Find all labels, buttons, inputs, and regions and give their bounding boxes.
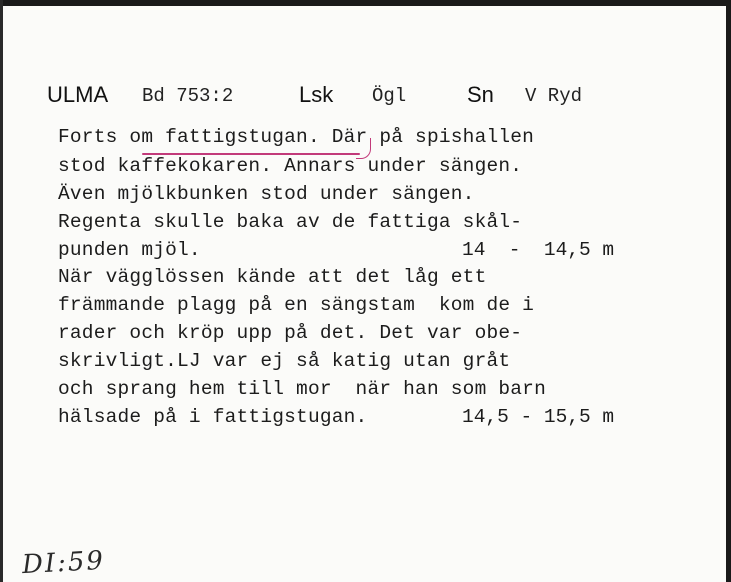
body-line: stod kaffekokaren. Annars under sängen. [58, 155, 523, 177]
body-line: Forts om fattigstugan. Där på spishallen [58, 126, 535, 148]
province-code: Lsk [299, 82, 334, 107]
parish-name: V Ryd [525, 85, 583, 107]
body-line: Även mjölkbunken stod under sängen. [58, 183, 475, 205]
recording-measure: 14 - 14,5 m [462, 239, 615, 261]
body-line: rader och kröp upp på det. Det var obe- [58, 322, 523, 344]
body-line: skrivligt.LJ var ej så katig utan gråt [58, 350, 511, 372]
volume-reference: Bd 753:2 [142, 85, 234, 107]
body-line: När vägglössen kände att det låg ett [58, 266, 487, 288]
annotation-underline [142, 153, 360, 155]
district-code: Ögl [372, 85, 407, 107]
body-line: främmande plagg på en sängstam kom de i [58, 294, 535, 316]
body-line: och sprang hem till mor när han som barn [58, 378, 546, 400]
archive-code: ULMA [47, 82, 109, 107]
parish-label: Sn [467, 82, 494, 107]
body-line: Regenta skulle baka av de fattiga skål- [58, 211, 523, 233]
recording-measure: 14,5 - 15,5 m [462, 406, 615, 428]
body-line: hälsade på i fattigstugan. [58, 406, 368, 428]
handwritten-reference: DI:59 [21, 545, 106, 581]
body-line: punden mjöl. [58, 239, 201, 261]
scan-edge-right [726, 0, 731, 582]
scan-edge-top [0, 0, 731, 6]
scan-edge-left [0, 0, 3, 582]
